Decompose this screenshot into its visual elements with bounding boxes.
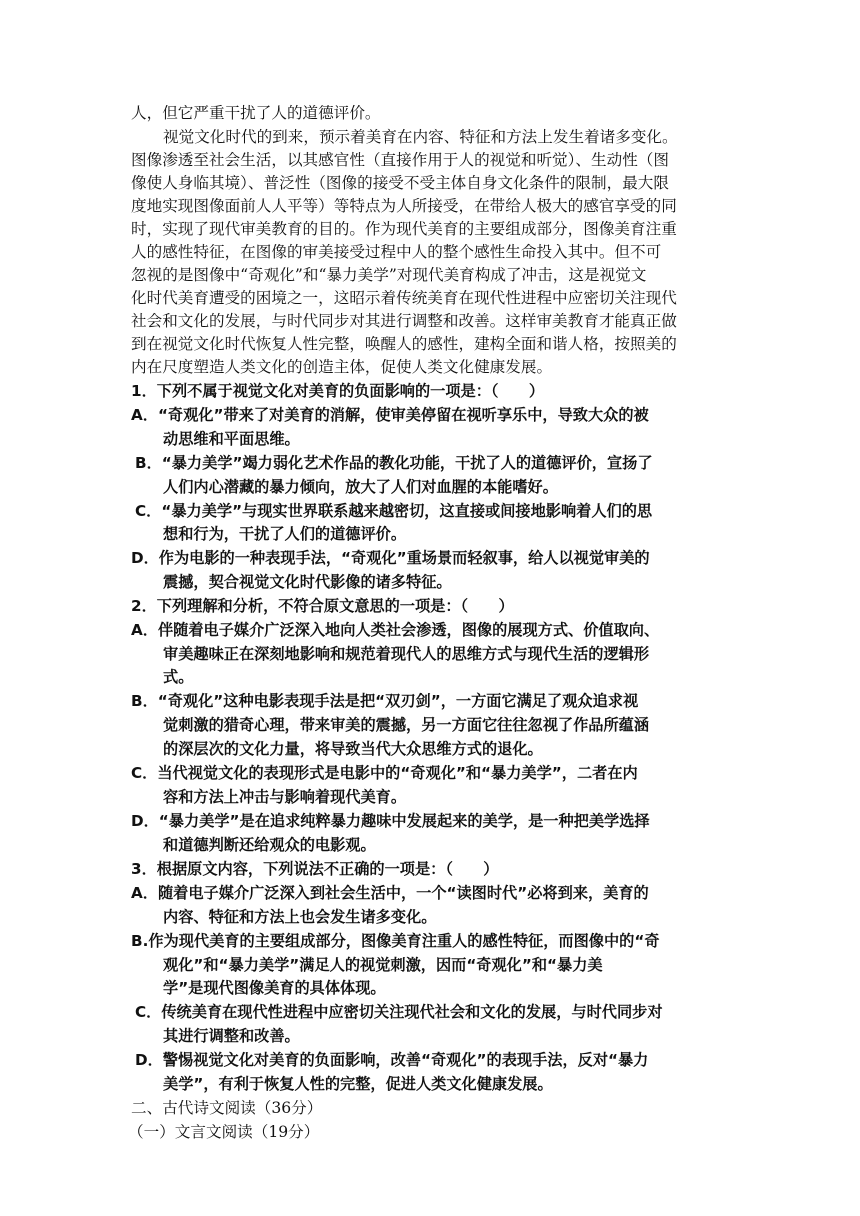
passage-line: 图像渗透至社会生活，以其感官性（直接作用于人的视觉和听觉）、生动性（图: [131, 151, 669, 169]
q3-option-c-cont: 其进行调整和改善。: [163, 1027, 300, 1045]
passage-line: 人，但它严重干扰了人的道德评价。: [131, 104, 381, 122]
passage-line: 视觉文化时代的到来，预示着美育在内容、特征和方法上发生着诸多变化。: [163, 128, 678, 146]
passage-line: 化时代美育遭受的困境之一，这昭示着传统美育在现代性进程中应密切关注现代: [131, 289, 677, 307]
passage-line: 人的感性特征，在图像的审美接受过程中人的整个感性生命投入其中。但不可: [131, 243, 662, 261]
q3-option-a-cont: 内容、特征和方法上也会发生诸多变化。: [163, 908, 437, 926]
passage-line: 社会和文化的发展，与时代同步对其进行调整和改善。这样审美教育才能真正做: [131, 312, 677, 330]
q2-option-b-cont: 的深层次的文化力量，将导致当代大众思维方式的退化。: [163, 740, 543, 758]
q2-option-b-cont: 觉刺激的猎奇心理，带来审美的震撼，另一方面它往往忽视了作品所蕴涵: [163, 716, 649, 734]
passage-line: 忽视的是图像中“奇观化”和“暴力美学”对现代美育构成了冲击，这是视觉文: [131, 266, 647, 284]
q3-option-d-cont: 美学”，有利于恢复人性的完整，促进人类文化健康发展。: [163, 1075, 553, 1093]
question-3-stem: 3．根据原文内容，下列说法不正确的一项是：（ ）: [131, 860, 499, 878]
question-2-stem: 2．下列理解和分析，不符合原文意思的一项是：（ ）: [131, 597, 514, 615]
q3-option-c: C．传统美育在现代性进程中应密切关注现代社会和文化的发展，与时代同步对: [135, 1003, 663, 1021]
passage-line: 到在视觉文化时代恢复人性完整，唤醒人的感性，建构全面和谐人格，按照美的: [131, 335, 677, 353]
passage-line: 内在尺度塑造人类文化的创造主体，促使人类文化健康发展。: [131, 358, 553, 376]
section-subheading: （一）文言文阅读（19分）: [128, 1123, 320, 1141]
q1-option-d-cont: 震撼，契合视觉文化时代影像的诸多特征。: [163, 573, 452, 591]
q2-option-a-cont: 审美趣味正在深刻地影响和规范着现代人的思维方式与现代生活的逻辑形: [163, 645, 649, 663]
q1-option-b: B．“暴力美学”竭力弱化艺术作品的教化功能，干扰了人的道德评价，宣扬了: [135, 454, 653, 472]
q2-option-a-cont: 式。: [163, 668, 194, 686]
q1-option-d: D．作为电影的一种表现手法，“奇观化”重场景而轻叙事，给人以视觉审美的: [131, 549, 650, 567]
section-heading: 二、古代诗文阅读（36分）: [131, 1099, 323, 1117]
question-1-stem: 1．下列不属于视觉文化对美育的负面影响的一项是：（ ）: [131, 382, 545, 400]
q2-option-d-cont: 和道德判断还给观众的电影观。: [163, 836, 376, 854]
q1-option-b-cont: 人们内心潜藏的暴力倾向，放大了人们对血腥的本能嗜好。: [163, 478, 558, 496]
q1-option-c: C．“暴力美学”与现实世界联系越来越密切，这直接或间接地影响着人们的思: [135, 502, 653, 520]
q3-option-b-cont: 观化”和“暴力美学”满足人的视觉刺激，因而“奇观化”和“暴力美: [163, 956, 603, 974]
q3-option-b: B.作为现代美育的主要组成部分，图像美育注重人的感性特征，而图像中的“奇: [131, 932, 660, 950]
q3-option-d: D．警惕视觉文化对美育的负面影响，改善“奇观化”的表现手法，反对“暴力: [135, 1051, 649, 1069]
q1-option-a-cont: 动思维和平面思维。: [163, 430, 300, 448]
q2-option-c-cont: 容和方法上冲击与影响着现代美育。: [163, 788, 406, 806]
q2-option-a: A．伴随着电子媒介广泛深入地向人类社会渗透，图像的展现方式、价值取向、: [131, 621, 660, 639]
passage-line: 度地实现图像面前人人平等）等特点为人所接受，在带给人极大的感官享受的同: [131, 197, 677, 215]
q2-option-c: C．当代视觉文化的表现形式是电影中的“奇观化”和“暴力美学”，二者在内: [131, 764, 638, 782]
q3-option-b-cont: 学”是现代图像美育的具体体现。: [163, 979, 386, 997]
q2-option-b: B．“奇观化”这种电影表现手法是把“双刃剑”，一方面它满足了观众追求视: [131, 692, 639, 710]
passage-line: 像使人身临其境）、普泛性（图像的接受不受主体自身文化条件的限制，最大限: [131, 174, 669, 192]
q1-option-a: A．“奇观化”带来了对美育的消解，使审美停留在视听享乐中，导致大众的被: [131, 406, 649, 424]
passage-line: 时，实现了现代审美教育的目的。作为现代美育的主要组成部分，图像美育注重: [131, 220, 677, 238]
q1-option-c-cont: 想和行为，干扰了人们的道德评价。: [163, 525, 406, 543]
q3-option-a: A．随着电子媒介广泛深入到社会生活中，一个“读图时代”必将到来，美育的: [131, 884, 649, 902]
q2-option-d: D．“暴力美学”是在追求纯粹暴力趣味中发展起来的美学，是一种把美学选择: [131, 812, 650, 830]
